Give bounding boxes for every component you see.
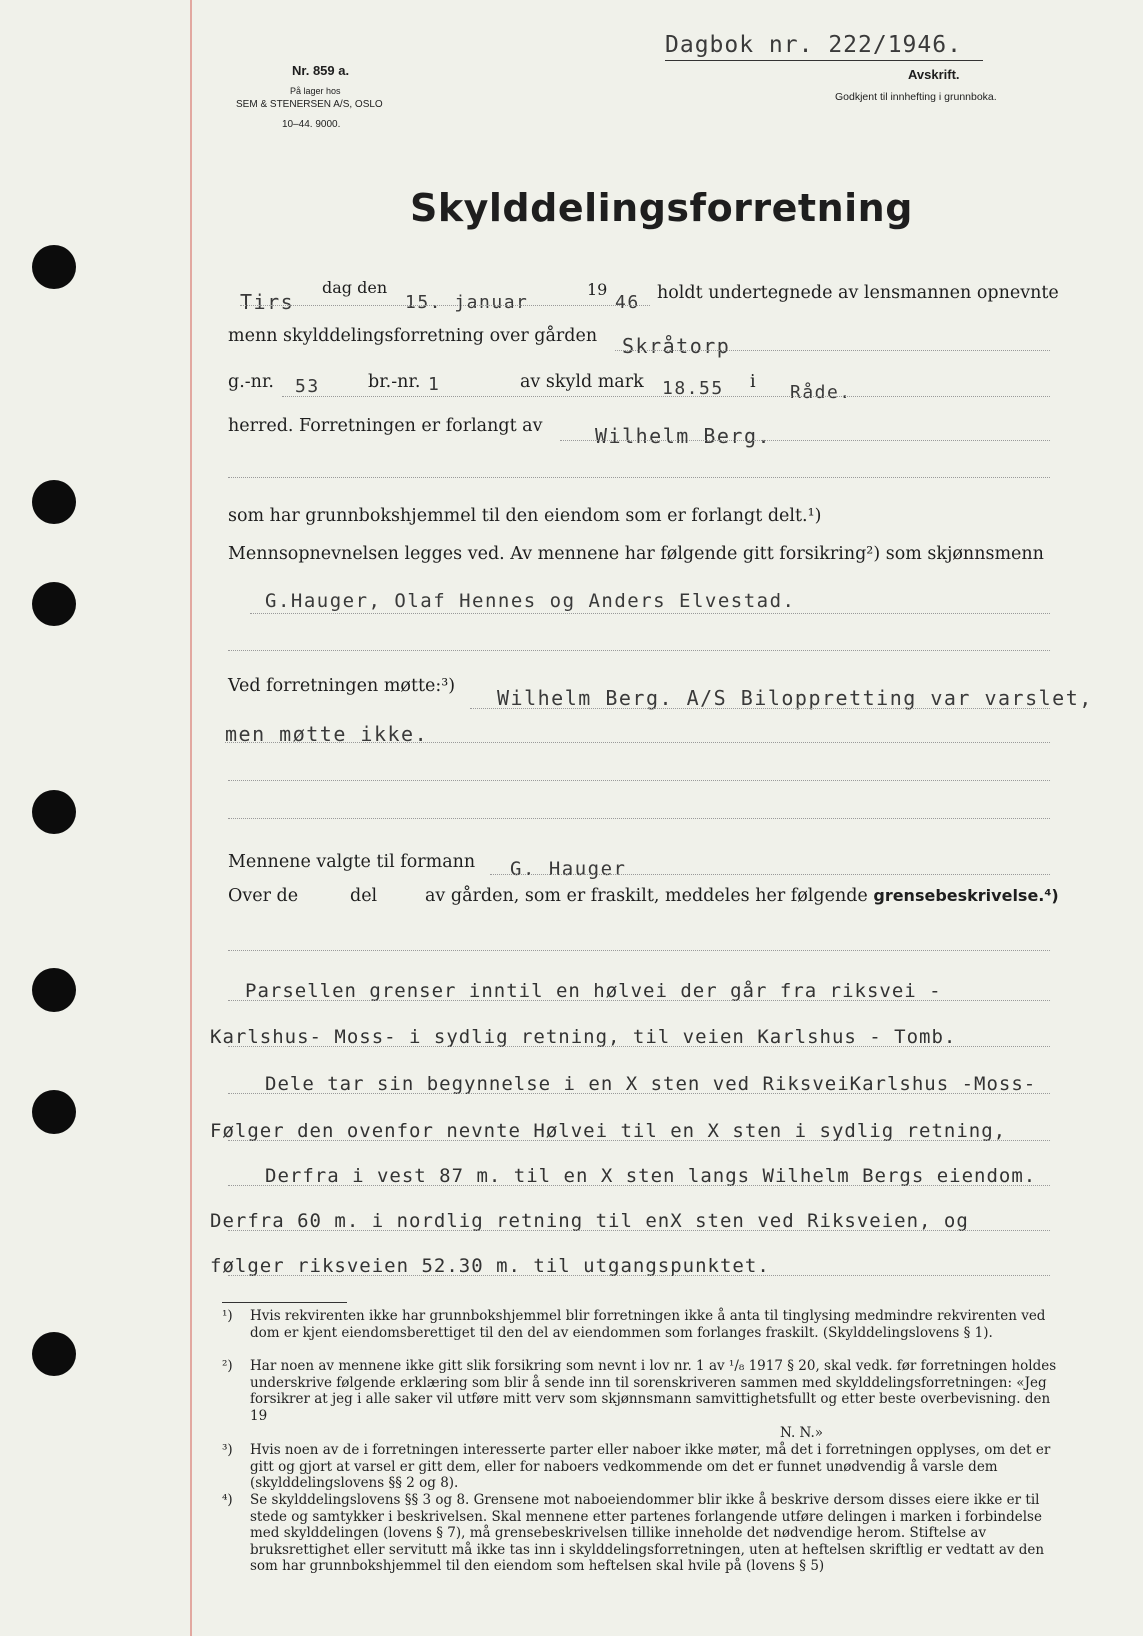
line6-text: Mennsopnevnelsen legges ved. Av mennene har følgende gitt forsikring²) som skjønnsmenn [228, 544, 1044, 564]
brnr-value: 1 [428, 374, 441, 395]
footnote-signature: N. N.» [780, 1425, 824, 1441]
print-run: 10–44. 9000. [282, 119, 341, 130]
footnote-text: Hvis noen av de i forretningen interesserte parter eller naboer ikke møter, må det i forretningen opplyses, om det er gitt og gjort at varsel er gitt dem, eller for naboers vedkommende om det er funnet unødvendig å varsle dem (skylddelingslovens §§ 2 og 8). [250, 1442, 1051, 1491]
fill-line [225, 742, 1050, 743]
footnote-text: Se skylddelingslovens §§ 3 og 8. Grensene mot naboeiendommer blir ikke å beskrive dersom disses eiere ikke er til stede og samtykker i beskrivelsen. Skal mennene etter partenes forlangende utføre delingen i marken i forbindelse med skylddelingen (lovens § 7), må grensebeskrivelsen tillike inneholde det nødvendige herom. Stiftelse av bruksrettighet eller servitutt må ikke tas inn i skylddelingsforretningen, uten at heftelsen skriftlig er vedtatt av den som har grunnbokshjemmel til den eiendom som heftelsen skal hvile på (lovens § 5) [250, 1492, 1045, 1574]
footnote-number: ⁴) [222, 1492, 233, 1508]
fill-line [228, 1140, 1050, 1141]
avskrift-label: Avskrift. [908, 67, 960, 82]
description-line: Dele tar sin begynnelse i en X sten ved RiksveiKarlshus -Moss- [265, 1073, 1037, 1095]
fill-line [228, 1000, 1050, 1001]
punch-hole [32, 1090, 76, 1134]
line11-text [425, 886, 1059, 906]
dagbok-underline [665, 60, 983, 61]
fill-line [282, 396, 1050, 397]
line8-text: Ved forretningen møtte:³) [228, 676, 456, 696]
year-typed: 46 [615, 292, 640, 313]
fill-line [228, 818, 1050, 819]
page-title: Skylddelingsforretning [410, 186, 913, 230]
weekday-typed: Tirs [240, 290, 295, 314]
fill-line [240, 305, 650, 306]
form-number: Nr. 859 a. [292, 63, 350, 78]
punch-hole [32, 582, 76, 626]
fill-line [470, 708, 1050, 709]
chairman-typed: G. Hauger [510, 858, 627, 880]
skyld-label: av skyld mark [520, 372, 644, 392]
description-line: følger riksveien 52.30 m. til utgangspunktet. [210, 1255, 770, 1277]
footnote-text: Hvis rekvirenten ikke har grunnbokshjemmel blir forretningen ikke å anta til tinglysing medmindre rekvirenten ved dom er kjent eiendomsberettiget til den del av eiendommen som forlanges fraskilt. (Skylddelingslovens § 1). [250, 1308, 1046, 1341]
fill-line [228, 1230, 1050, 1231]
description-line: Parsellen grenser inntil en hølvei der går fra riksvei - [245, 980, 942, 1002]
line2-text: menn skylddelingsforretning over gården [228, 326, 598, 346]
description-line: Følger den ovenfor nevnte Hølvei til en X sten i sydlig retning, [210, 1120, 1007, 1142]
gnr-label: g.-nr. [228, 372, 274, 392]
footnote-number: ³) [222, 1442, 233, 1458]
fill-line [228, 1275, 1050, 1276]
place-typed: Råde. [790, 382, 852, 403]
description-line: Derfra 60 m. i nordlig retning til enX sten ved Riksveien, og [210, 1210, 969, 1232]
requester-typed: Wilhelm Berg. [595, 424, 772, 448]
godkjent-note: Godkjent til innhefting i grunnboka. [835, 91, 997, 103]
fill-line [560, 440, 1050, 441]
fill-line [228, 1093, 1050, 1094]
attendees-typed-cont: men møtte ikke. [225, 722, 429, 746]
fill-line [490, 874, 1050, 875]
fill-line [228, 780, 1050, 781]
fill-line [228, 950, 1050, 951]
gnr-value: 53 [295, 376, 320, 397]
skyld-value: 18.55 [662, 378, 724, 399]
fill-line [228, 477, 1050, 478]
fill-line [250, 613, 1050, 614]
line5-text: som har grunnbokshjemmel til den eiendom som er forlangt delt.¹) [228, 506, 822, 526]
farm-name-typed: Skråtorp [622, 334, 731, 358]
line11-bold: grensebeskrivelse.⁴) [873, 886, 1059, 905]
fill-line [615, 350, 1050, 351]
punch-hole [32, 968, 76, 1012]
dag-den-label: dag den [322, 278, 388, 297]
attendees-typed: Wilhelm Berg. A/S Biloppretting var varslet, [497, 686, 1093, 710]
brnr-label: br.-nr. [368, 372, 421, 392]
margin-line [190, 0, 192, 1636]
description-line: Karlshus- Moss- i sydlig retning, til veien Karlshus - Tomb. [210, 1026, 957, 1048]
line10-text: Mennene valgte til formann [228, 852, 476, 872]
line4-text: herred. Forretningen er forlangt av [228, 416, 543, 436]
date-typed: 15. januar [405, 292, 529, 313]
i-label: i [750, 372, 756, 392]
footnote-text: Har noen av mennene ikke gitt slik forsikring som nevnt i lov nr. 1 av ¹/₈ 1917 § 20, skal vedk. før forretningen holdes underskrive følgende erklæring som blir å sende inn til sorenskriveren sammen med skylddelingsforretningen: «Jeg forsikrer at jeg i alle saker vil utføre mitt verv som skjønnsmann samvittighetsfullt og etter beste overbevisning. den 19 [250, 1358, 1057, 1424]
footnote-rule [222, 1302, 347, 1303]
appraisers-typed: G.Hauger, Olaf Hennes og Anders Elvestad. [265, 590, 796, 612]
publisher-line2: SEM & STENERSEN A/S, OSLO [236, 99, 383, 110]
over-de-label: Over de [228, 886, 299, 906]
year-prefix: 19 [587, 280, 608, 299]
line11-rest: av gården, som er fraskilt, meddeles her følgende [425, 886, 868, 906]
punch-hole [32, 1332, 76, 1376]
footnote-number: ²) [222, 1358, 233, 1374]
description-line: Derfra i vest 87 m. til en X sten langs Wilhelm Bergs eiendom. [265, 1165, 1037, 1187]
dagbok-number: Dagbok nr. 222/1946. [665, 32, 962, 58]
publisher-line1: På lager hos [290, 86, 341, 96]
punch-hole [32, 480, 76, 524]
fill-line [228, 1046, 1050, 1047]
footnote-2-signature [780, 1425, 823, 1442]
fill-line [228, 1185, 1050, 1186]
line1-text: holdt undertegnede av lensmannen opnevnte [657, 283, 1059, 303]
punch-hole [32, 790, 76, 834]
del-label: del [350, 886, 378, 906]
punch-hole [32, 245, 76, 289]
footnote-number: ¹) [222, 1308, 233, 1324]
fill-line [228, 650, 1050, 651]
